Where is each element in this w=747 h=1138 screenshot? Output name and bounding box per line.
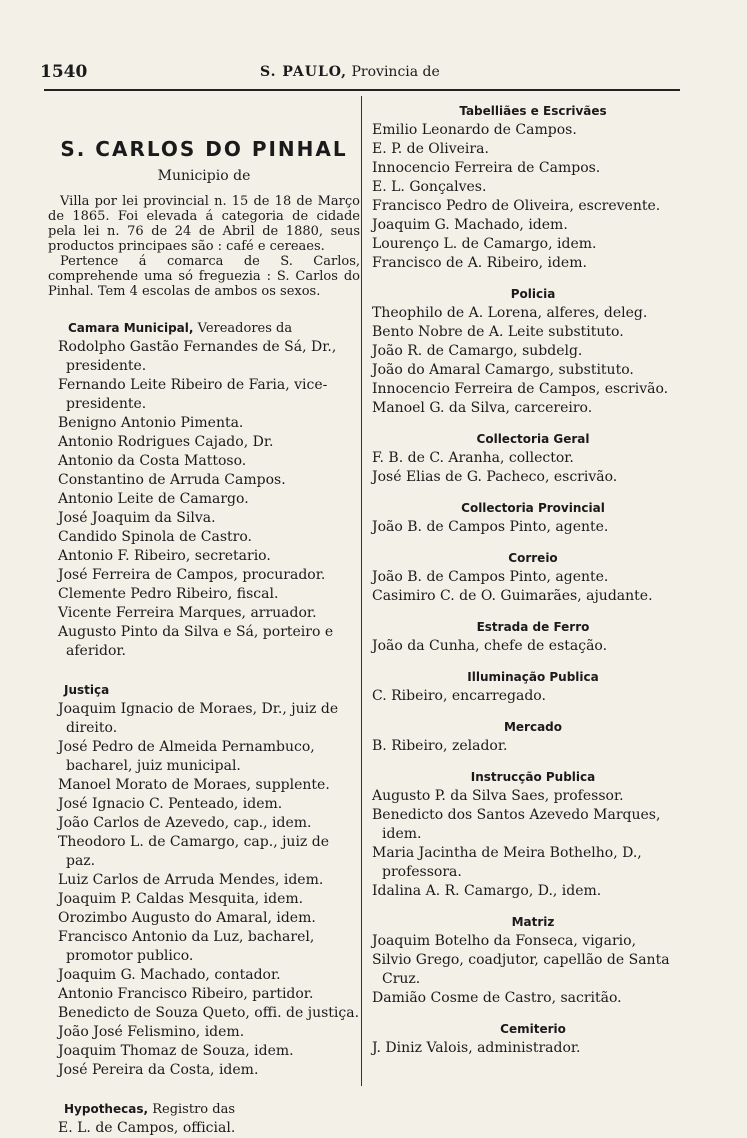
list-item: Antonio Rodrigues Cajado, Dr. bbox=[58, 434, 274, 450]
list-item: Antonio Leite de Camargo. bbox=[58, 491, 249, 507]
list-item: José Joaquim da Silva. bbox=[58, 510, 216, 526]
list-item: José Pedro de Almeida Pernambuco, bacharel, juiz municipal. bbox=[58, 739, 315, 774]
running-head-province: Provincia de bbox=[351, 64, 440, 80]
list-item: Candido Spinola de Castro. bbox=[58, 529, 252, 545]
section-heading: Illuminação Publica bbox=[467, 670, 599, 684]
list-item: José Pereira da Costa, idem. bbox=[58, 1062, 259, 1078]
camara-heading bbox=[48, 319, 360, 338]
list-item: Constantino de Arruda Campos. bbox=[58, 472, 286, 488]
list-item: Luiz Carlos de Arruda Mendes, idem. bbox=[58, 872, 324, 888]
town-subtitle: Municipio de bbox=[157, 168, 251, 184]
column-divider bbox=[361, 96, 362, 1086]
list-item: Lourenço L. de Camargo, idem. bbox=[372, 236, 597, 252]
list-item: Benedicto de Souza Queto, offi. de justiça. bbox=[58, 1005, 360, 1021]
list-item: Innocencio Ferreira de Campos. bbox=[372, 160, 601, 176]
list-item: José Elias de G. Pacheco, escrivão. bbox=[372, 469, 618, 485]
list-item: Joaquim Thomaz de Souza, idem. bbox=[58, 1043, 294, 1059]
list-item: Bento Nobre de A. Leite substituto. bbox=[372, 324, 624, 340]
list-item: Manoel G. da Silva, carcereiro. bbox=[372, 400, 593, 416]
list-item: Fernando Leite Ribeiro de Faria, vice-presidente. bbox=[58, 377, 328, 412]
list-item: Benedicto dos Santos Azevedo Marques, idem. bbox=[372, 807, 661, 842]
list-item: J. Diniz Valois, administrador. bbox=[372, 1040, 581, 1056]
running-head-city: S. PAULO, bbox=[260, 64, 348, 80]
list-item: João Carlos de Azevedo, cap., idem. bbox=[58, 815, 312, 831]
list-item: João B. de Campos Pinto, agente. bbox=[372, 569, 609, 585]
header-rule bbox=[44, 89, 680, 91]
section-heading: Policia bbox=[510, 287, 556, 301]
page-number: 1540 bbox=[40, 62, 88, 82]
list-item: José Ferreira de Campos, procurador. bbox=[58, 567, 326, 583]
list-item: C. Ribeiro, encarregado. bbox=[372, 688, 546, 704]
running-head bbox=[260, 64, 440, 80]
list-item: Theophilo de A. Lorena, alferes, deleg. bbox=[372, 305, 648, 321]
list-item: E. P. de Oliveira. bbox=[372, 141, 489, 157]
list-item: Silvio Grego, coadjutor, capellão de Santa Cruz. bbox=[372, 952, 670, 987]
hypothecas-heading-suffix: Registro das bbox=[152, 1102, 235, 1117]
list-item: F. B. de C. Aranha, collector. bbox=[372, 450, 574, 466]
list-item: Francisco Antonio da Luz, bacharel, promotor publico. bbox=[58, 929, 315, 964]
list-item: João José Felismino, idem. bbox=[58, 1024, 245, 1040]
list-item: Joaquim G. Machado, idem. bbox=[372, 217, 568, 233]
section-heading: Correio bbox=[508, 551, 558, 565]
hypothecas-list bbox=[48, 1119, 360, 1138]
hypothecas-heading-label: Hypothecas, bbox=[64, 1102, 149, 1116]
justica-heading: Justiça bbox=[64, 683, 110, 697]
list-item: Joaquim P. Caldas Mesquita, idem. bbox=[58, 891, 304, 907]
list-item: Maria Jacintha de Meira Bothelho, D., professora. bbox=[372, 845, 642, 880]
section-heading: Collectoria Geral bbox=[476, 432, 590, 446]
section-heading: Collectoria Provincial bbox=[461, 501, 605, 515]
list-item: Francisco Pedro de Oliveira, escrevente. bbox=[372, 198, 661, 214]
list-item: Benigno Antonio Pimenta. bbox=[58, 415, 244, 431]
list-item: Antonio Francisco Ribeiro, partidor. bbox=[58, 986, 314, 1002]
list-item: João da Cunha, chefe de estação. bbox=[372, 638, 608, 654]
list-item: Joaquim Botelho da Fonseca, vigario, bbox=[372, 933, 637, 949]
list-item: Manoel Morato de Moraes, supplente. bbox=[58, 777, 330, 793]
list-item: Damião Cosme de Castro, sacritão. bbox=[372, 990, 622, 1006]
list-item: Antonio F. Ribeiro, secretario. bbox=[58, 548, 271, 564]
camara-list bbox=[48, 338, 360, 661]
section-heading: Mercado bbox=[503, 720, 563, 734]
right-column bbox=[368, 102, 698, 1058]
list-item: João R. de Camargo, subdelg. bbox=[372, 343, 583, 359]
section-heading: Estrada de Ferro bbox=[476, 620, 590, 634]
section-heading: Tabelliães e Escrivães bbox=[459, 104, 607, 118]
list-item: B. Ribeiro, zelador. bbox=[372, 738, 508, 754]
list-item: José Ignacio C. Penteado, idem. bbox=[58, 796, 283, 812]
list-item: Vicente Ferreira Marques, arruador. bbox=[58, 605, 317, 621]
list-item: Antonio da Costa Mattoso. bbox=[58, 453, 247, 469]
page-header bbox=[40, 62, 680, 88]
camara-heading-suffix: Vereadores da bbox=[197, 321, 293, 336]
list-item: Augusto P. da Silva Saes, professor. bbox=[372, 788, 624, 804]
town-title: S. CARLOS DO PINHAL bbox=[60, 137, 348, 161]
section-heading: Instrucção Publica bbox=[470, 770, 596, 784]
list-item: Rodolpho Gastão Fernandes de Sá, Dr., presidente. bbox=[58, 339, 337, 374]
list-item: João B. de Campos Pinto, agente. bbox=[372, 519, 609, 535]
town-description: Villa por lei provincial n. 15 de 18 de Março de 1865. Foi elevada á categoria de cidade pela lei n. 76 de 24 de Abril de 1880, seus productos principaes são : café e cereaes. bbox=[48, 194, 360, 254]
list-item: Joaquim G. Machado, contador. bbox=[58, 967, 281, 983]
section-heading: Matriz bbox=[511, 915, 555, 929]
list-item: Theodoro L. de Camargo, cap., juiz de paz. bbox=[58, 834, 329, 869]
list-item: Clemente Pedro Ribeiro, fiscal. bbox=[58, 586, 279, 602]
list-item: Augusto Pinto da Silva e Sá, porteiro e aferidor. bbox=[58, 624, 334, 659]
left-column bbox=[48, 137, 360, 1138]
town-comarca: Pertence á comarca de S. Carlos, comprehende uma só freguezia : S. Carlos do Pinhal. Tem 4 escolas de ambos os sexos. bbox=[48, 254, 360, 299]
list-item: Casimiro C. de O. Guimarães, ajudante. bbox=[372, 588, 653, 604]
list-item: Francisco de A. Ribeiro, idem. bbox=[372, 255, 587, 271]
list-item: Idalina A. R. Camargo, D., idem. bbox=[372, 883, 602, 899]
list-item: Joaquim Ignacio de Moraes, Dr., juiz de direito. bbox=[58, 701, 339, 736]
camara-heading-label: Camara Municipal, bbox=[68, 321, 194, 335]
list-item: João do Amaral Camargo, substituto. bbox=[372, 362, 634, 378]
list-item: Innocencio Ferreira de Campos, escrivão. bbox=[372, 381, 669, 397]
list-item: E. L. de Campos, official. bbox=[58, 1120, 236, 1136]
justica-list bbox=[48, 700, 360, 1080]
list-item: Emilio Leonardo de Campos. bbox=[372, 122, 577, 138]
list-item: Orozimbo Augusto do Amaral, idem. bbox=[58, 910, 316, 926]
list-item: E. L. Gonçalves. bbox=[372, 179, 487, 195]
section-heading: Cemiterio bbox=[500, 1022, 566, 1036]
hypothecas-heading bbox=[64, 1100, 360, 1119]
